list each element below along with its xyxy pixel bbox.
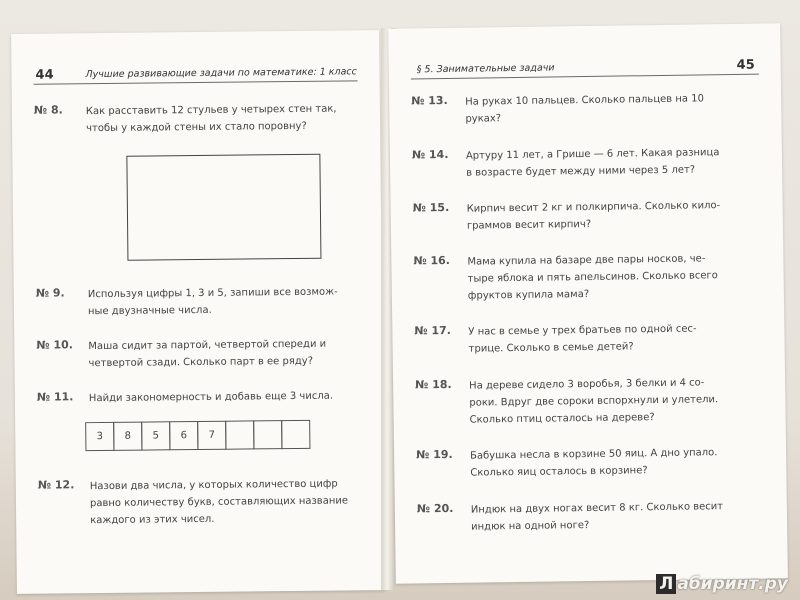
problem-text: На дереве сидело 3 воробья, 3 белки и 4 со- роки. Вдруг две сороки вспорхнули и улетели. Сколько птиц осталось на дереве? [469,377,719,426]
problem-number: № 16. [413,253,451,268]
left-page-number: 44 [35,67,54,83]
problem-number: № 19. [416,447,453,462]
right-page [388,23,788,583]
problem-text: Бабушка несла в корзине 50 яиц. А дно упало. Сколько яиц осталось в корзине? [470,447,718,479]
problem-number: № 12. [37,478,75,492]
left-page [11,30,385,594]
problem-number: № 20. [416,501,454,516]
problem-text: Индюк на двух ногах весит 8 кг. Сколько весит индюк на одной ноге? [470,501,724,533]
number-sequence-grid [85,420,310,451]
problem-number: № 11. [36,390,74,404]
problem-number: № 15. [412,200,450,215]
problem-number: № 17. [414,323,452,338]
right-header-title: § 5. Занимательные задачи [416,62,555,76]
right-page-header [411,54,759,80]
room-rectangle-figure [126,154,321,261]
problem-number: № 13. [411,93,448,108]
problem-text: Кирпич весит 2 кг и полкирпича. Сколько кило- граммов весит кирпич? [466,200,721,232]
sequence-cell-empty [253,420,282,449]
problem-text: Назови два числа, у которых количество цифр равно количеству букв, составляющих название каждого из этих чисел. [89,478,349,527]
watermark-text: абиринт.ру [677,574,788,594]
problem-text: Используя цифры 1, 3 и 5, запиши все возмож- ные двузначные числа. [87,286,338,318]
sequence-cell: 8 [113,422,142,451]
labirint-watermark [656,574,788,594]
sequence-cell-empty [225,420,254,449]
left-page-header [33,60,357,84]
problem-number: № 14. [411,147,449,162]
sequence-cell: 7 [197,421,226,450]
problem-text: У нас в семье у трех братьев по одной сес- трице. Сколько в семье детей? [468,323,697,355]
problem-number: № 18. [415,377,452,392]
left-header-title: Лучшие развивающие задачи по математике: 1 класс [85,66,357,81]
problem-text: Найди закономерность и добавь еще 3 числа. [88,390,334,405]
problem-number: № 9. [35,286,65,300]
problem-text: Мама купила на базаре две пары носков, че- тыре яблока и пять апельсинов. Сколько всего фруктов купила мама? [467,253,718,302]
problem-number: № 10. [36,338,73,352]
sequence-cell-empty [281,420,310,449]
watermark-mark: Л [656,574,676,594]
problem-text: На руках 10 пальцев. Сколько пальцев на 10 руках? [465,93,704,125]
right-page-number: 45 [736,57,755,73]
sequence-cell: 3 [85,422,114,451]
problem-text: Маша сидит за партой, четвертой спереди и четвертой сзади. Сколько парт в ее ряду? [88,338,327,370]
problem-number: № 8. [33,103,63,117]
problem-text: Артуру 11 лет, а Грише — 6 лет. Какая разница в возрасте будет между ними через 5 лет? [465,147,720,179]
problem-text: Как расставить 12 стульев у четырех стен так, чтобы у каждой стены их стало поровну? [85,103,337,135]
sequence-cell: 5 [141,421,170,450]
sequence-cell: 6 [169,421,198,450]
